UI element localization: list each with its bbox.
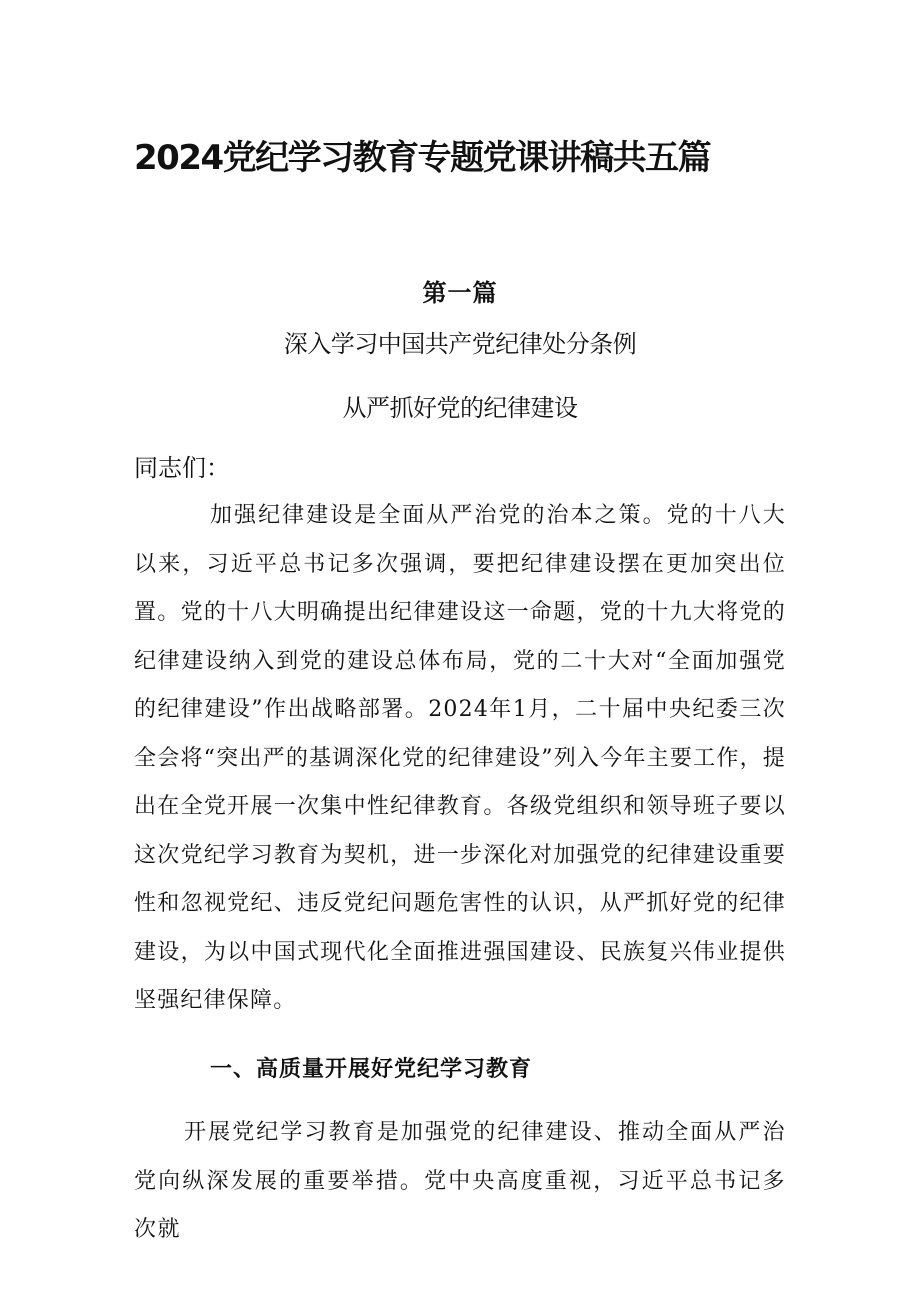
- chapter-subtitle-line1: 深入学习中国共产党纪律处分条例: [283, 330, 637, 358]
- chapter-subtitle-line2: 从严抓好党的纪律建设: [342, 394, 578, 422]
- chapter-label: 第一篇: [422, 279, 498, 307]
- body-paragraph-2: 开展党纪学习教育是加强党的纪律建设、推动全面从严治党向纵深发展的重要举措。党中央高度重视，习近平总书记多次就: [134, 1120, 786, 1242]
- body-paragraph-1: 加强纪律建设是全面从严治党的治本之策。党的十八大以来，习近平总书记多次强调，要把纪律建设摆在更加突出位置。党的十八大明确提出纪律建设这一命题，党的十九大将党的纪律建设纳入到党的建设总体布局，党的二十大对“全面加强党的纪律建设”作出战略部署。2024年1月，二十届中央纪委三次全会将“突出严的基调深化党的纪律建设”列入今年主要工作，提出在全党开展一次集中性纪律教育。各级党组织和领导班子要以这次党纪学习教育为契机，进一步深化对加强党的纪律建设重要性和忽视党纪、违反党纪问题危害性的认识，从严抓好党的纪律建设，为以中国式现代化全面推进强国建设、民族复兴伟业提供坚强纪律保障。: [134, 503, 786, 1013]
- document-title: 2024党纪学习教育专题党课讲稿共五篇: [134, 138, 711, 178]
- greeting: 同志们：: [134, 454, 230, 482]
- section-heading-1: 一、高质量开展好党纪学习教育: [210, 1056, 533, 1082]
